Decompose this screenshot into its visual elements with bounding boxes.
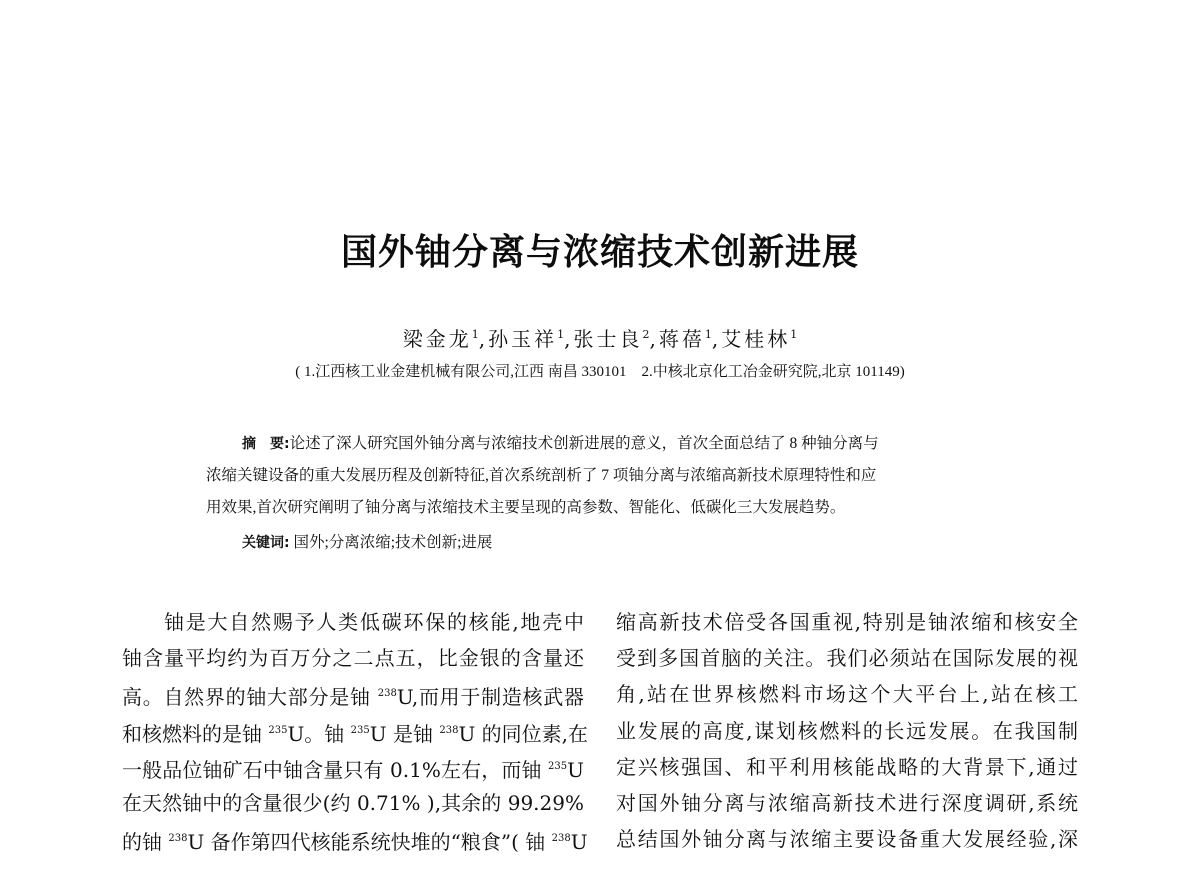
keywords-label: 关键词: [242, 535, 290, 551]
abstract-label: 摘 要: [242, 436, 290, 452]
body-right-column [616, 604, 1078, 857]
abstract-line: 用效果,首次研究阐明了铀分离与浓缩技术主要呈现的高参数、智能化、低碳化三大发展趋势。 [206, 499, 846, 516]
body-line: 高。自然界的铀大部分是铀 $^{238}$U,而用于制造核武器 [122, 685, 584, 710]
abstract [206, 428, 1002, 524]
author-affil-mark: 1 [557, 328, 565, 341]
author-affil-mark: 1 [704, 328, 712, 341]
keywords-text: 国外;分离浓缩;技术创新;进展 [293, 534, 493, 551]
affiliations: ( 1.江西核工业金建机械有限公司,江西 南昌 330101 2.中核北京化工冶金研究院,北京 101149) [295, 364, 905, 380]
body-line: 对国外铀分离与浓缩高新技术进行深度调研,系统 [616, 790, 1078, 815]
abstract-line: 浓缩关键设备的重大发展历程及创新特征,首次系统剖析了 7 项铀分离与浓缩高新技术原理特性和应 [206, 467, 877, 484]
body-left-column [122, 604, 589, 857]
keywords [242, 527, 492, 559]
body-line: 业发展的高度,谋划核燃料的长远发展。在我国制 [616, 718, 1078, 743]
author-name: 艾桂林 [721, 327, 791, 351]
body-line: 一般品位铀矿石中铀含量只有 0.1%左右，而铀 $^{235}$U [122, 757, 584, 782]
body-line: 受到多国首脑的关注。我们必须站在国际发展的视 [616, 646, 1078, 671]
body-line: 铀是大自然赐予人类低碳环保的核能,地壳中 [164, 610, 584, 634]
body-line: 缩高新技术倍受各国重视,特别是铀浓缩和核安全 [616, 610, 1078, 634]
body-line: 铀含量平均约为百万分之二点五，比金银的含量还 [122, 646, 584, 671]
author-list: 梁金龙$^1$,孙玉祥$^1$,张士良$^2$,蒋蓓$^1$,艾桂林$^1$ [402, 327, 798, 351]
author-name: 梁金龙 [402, 327, 472, 351]
body-line: 和核燃料的是铀 $^{235}$U。铀 $^{235}$U 是铀 $^{238}$U 的同位素,在 [122, 721, 589, 746]
body-line: 在天然铀中的含量很少(约 0.71% ),其余的 99.29% [122, 790, 584, 815]
body-line: 总结国外铀分离与浓缩主要设备重大发展经验,深 [616, 827, 1078, 852]
author-name: 蒋蓓 [658, 327, 705, 351]
abstract-line: 论述了深人研究国外铀分离与浓缩技术创新进展的意义，首次全面总结了 8 种铀分离与 [289, 435, 879, 452]
body-line: 的铀 $^{238}$U 备作第四代核能系统快堆的“粮食”( 铀 $^{238}$U [122, 830, 588, 855]
body-line: 定兴核强国、和平利用核能战略的大背景下,通过 [616, 754, 1078, 779]
author-affil-mark: 1 [790, 328, 798, 341]
body-line: 角,站在世界核燃料市场这个大平台上,站在核工 [616, 682, 1078, 707]
author-name: 孙玉祥 [488, 327, 558, 351]
paper-title: 国外铀分离与浓缩技术创新进展 [340, 232, 859, 273]
author-affil-mark: 2 [642, 328, 650, 341]
author-affil-mark: 1 [471, 328, 479, 341]
author-name: 张士良 [573, 327, 643, 351]
